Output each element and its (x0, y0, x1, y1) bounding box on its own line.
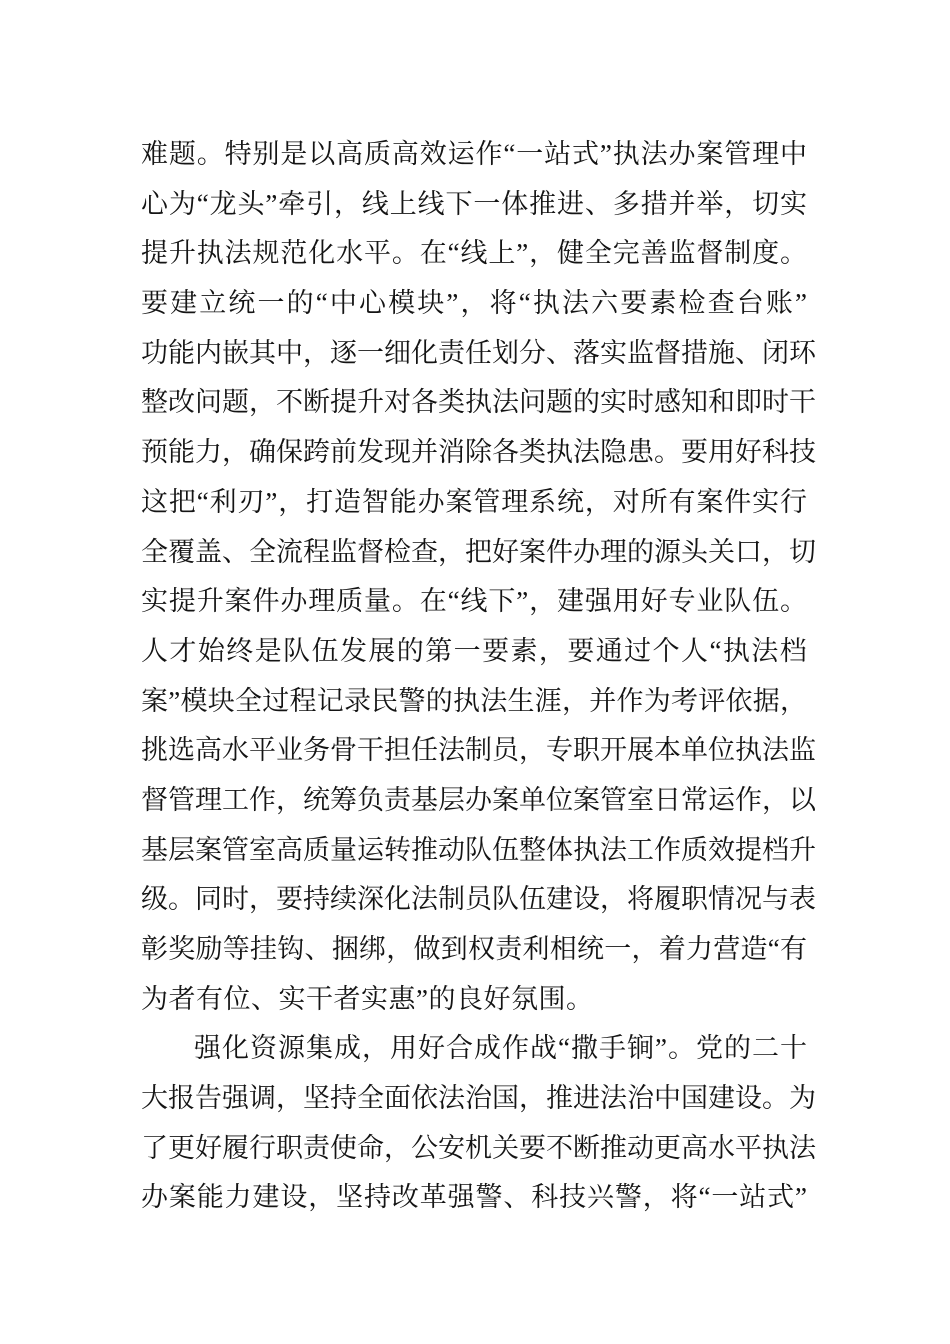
text-line: 整 改 问 题 ， 不 断 提 升 对 各 类 执 法 问 题 的 实 时 感 知 和 即 时 干 (141, 387, 816, 418)
text-line: 心 为 “ 龙 头 ” 牵 引 ， 线 上 线 下 一 体 推 进 、 多 措 并 举 ， 切 实 (141, 188, 807, 219)
text-line: 人 才 始 终 是 队 伍 发 展 的 第 一 要 素 ， 要 通 过 个 人 “ 执 法 档 (141, 635, 807, 666)
text-line: 难 题 。 特 别 是 以 高 质 高 效 运 作 “ 一 站 式 ” 执 法 办 案 管 理 中 (141, 139, 807, 169)
text-line: 了 更 好 履 行 职 责 使 命 ， 公 安 机 关 要 不 断 推 动 更 高 水 平 执 法 (141, 1132, 816, 1163)
text-line: 强 化 资 源 集 成 ， 用 好 合 成 作 战 “ 撒 手 锏 ” 。 党 的 二 十 (194, 1033, 807, 1064)
text-line: 提 升 执 法 规 范 化 水 平 。 在 “ 线 上 ” ， 健 全 完 善 监 督 制 度 。 (141, 238, 807, 269)
document-text-block (141, 139, 816, 1233)
text-line: 全 覆 盖 、 全 流 程 监 督 检 查 ， 把 好 案 件 办 理 的 源 头 关 口 ， 切 (141, 536, 816, 567)
text-line: 实 提 升 案 件 办 理 质 量 。 在 “ 线 下 ” ， 建 强 用 好 专 业 队 伍 。 (141, 586, 807, 617)
text-line: 为者有位、实干者实惠”的良好氛围。 (141, 983, 594, 1014)
text-line: 功 能 内 嵌 其 中 ， 逐 一 细 化 责 任 划 分 、 落 实 监 督 措 施 、 闭 环 (141, 337, 816, 368)
text-line: 大 报 告 强 调 ， 坚 持 全 面 依 法 治 国 ， 推 进 法 治 中 国 建 设 。 为 (141, 1083, 816, 1114)
text-line: 彰 奖 励 等 挂 钩 、 捆 绑 ， 做 到 权 责 利 相 统 一 ， 着 力 营 造 “ 有 (141, 934, 807, 964)
text-line: 挑 选 高 水 平 业 务 骨 干 担 任 法 制 员 ， 专 职 开 展 本 单 位 执 法 监 (141, 735, 816, 766)
text-line: 级 。 同 时 ， 要 持 续 深 化 法 制 员 队 伍 建 设 ， 将 履 职 情 况 与 表 (141, 884, 816, 915)
text-line: 办 案 能 力 建 设 ， 坚 持 改 革 强 警 、 科 技 兴 警 ， 将 “ 一 站 式 ” (141, 1182, 807, 1213)
text-line: 预 能 力 ， 确 保 跨 前 发 现 并 消 除 各 类 执 法 隐 患 。 要 用 好 科 技 (141, 437, 816, 468)
text-line: 要 建 立 统 一 的 “ 中 心 模 块 ” ， 将 “ 执 法 六 要 素 检 查 台 账 ” (141, 288, 807, 319)
text-line: 案 ” 模 块 全 过 程 记 录 民 警 的 执 法 生 涯 ， 并 作 为 考 评 依 据 ， (141, 685, 807, 716)
text-line: 这 把 “ 利 刃 ” ， 打 造 智 能 办 案 管 理 系 统 ， 对 所 有 案 件 实 行 (141, 486, 807, 517)
text-line: 督 管 理 工 作 ， 统 筹 负 责 基 层 办 案 单 位 案 管 室 日 常 运 作 ， 以 (141, 784, 816, 815)
text-line: 基 层 案 管 室 高 质 量 运 转 推 动 队 伍 整 体 执 法 工 作 质 效 提 档 升 (141, 834, 816, 865)
